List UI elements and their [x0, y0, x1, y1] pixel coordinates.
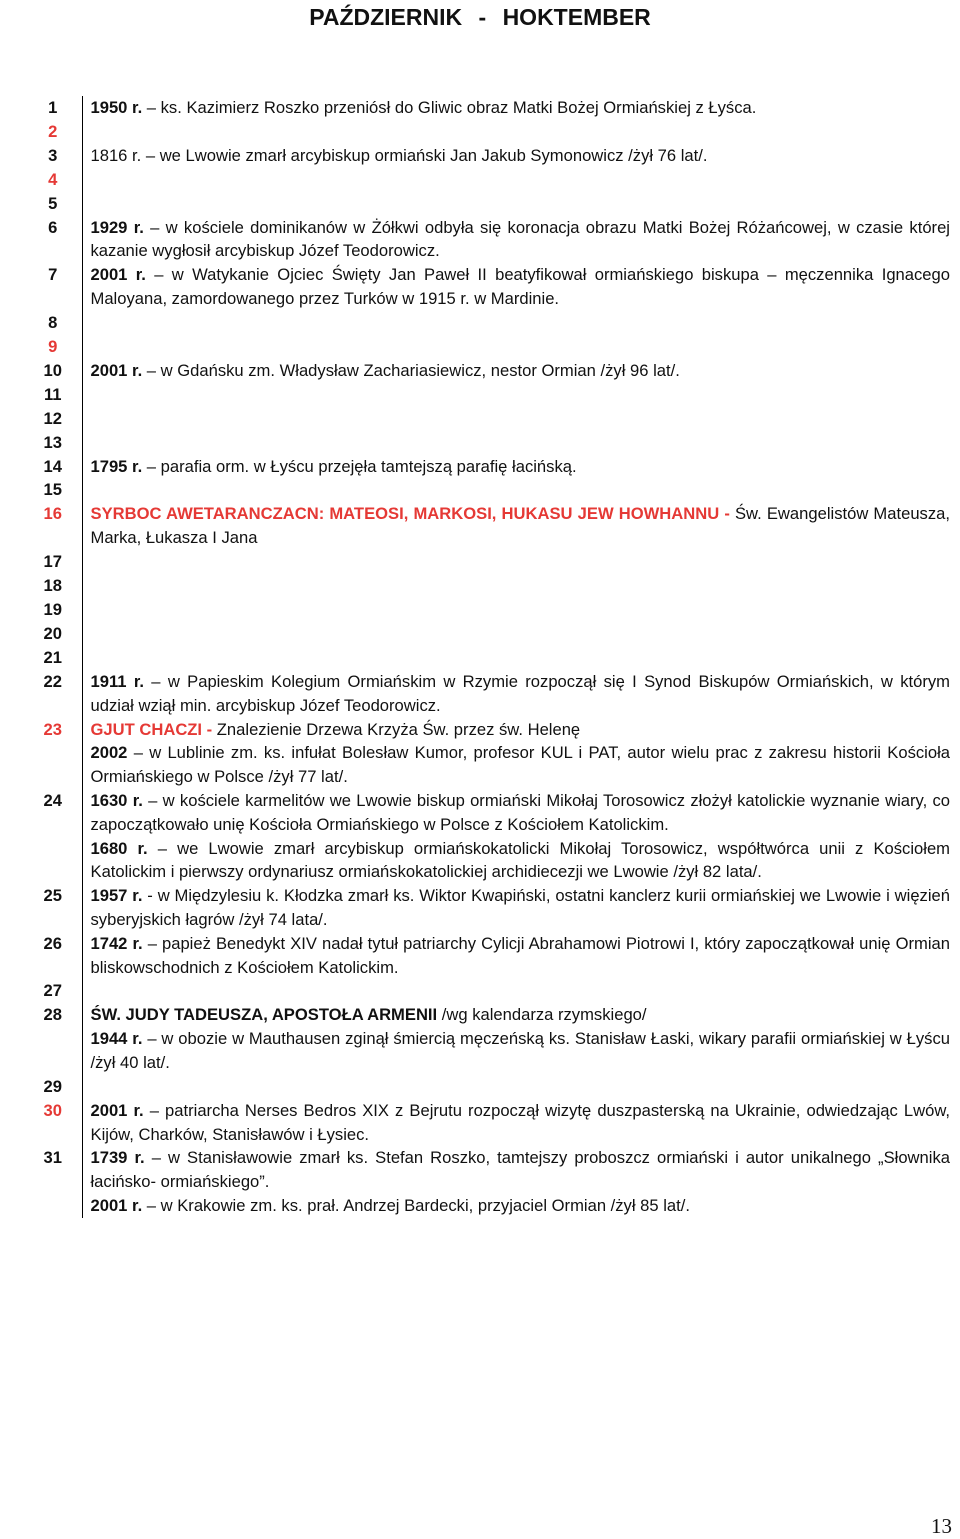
- day-number: 1: [24, 96, 82, 120]
- day-number: 22: [24, 670, 82, 718]
- day-row-14: [24, 455, 950, 479]
- day-number: 8: [24, 311, 82, 335]
- feast-dash: -: [202, 719, 217, 739]
- day-entry: [82, 431, 950, 455]
- entry-year: 1816 r.: [90, 145, 142, 165]
- day-row-15: [24, 478, 950, 502]
- entry-text: – patriarcha Nerses Bedros XIX z Bejrutu rozpoczął wizytę duszpasterską na Ukrainie, odwiedzając Lwów, Kijów, Charków, Stanisławów i Łysiec.: [90, 1100, 950, 1144]
- feast-armenian-name: SYRBOC AWETARANCZACN: MATEOSI, MARKOSI, HUKASU JEW HOWHANNU: [90, 504, 720, 524]
- day-entry: [82, 359, 950, 383]
- day-entry: [82, 670, 950, 718]
- day-entry: [82, 96, 950, 120]
- day-entry: [82, 263, 950, 311]
- feast-name: ŚW. JUDY TADEUSZA, APOSTOŁA ARMENII: [90, 1005, 438, 1025]
- entry-year: 1911 r.: [90, 671, 144, 691]
- day-number: 29: [24, 1075, 82, 1099]
- day-entry: [82, 1003, 950, 1074]
- day-row-18: [24, 574, 950, 598]
- day-row-1: [24, 96, 950, 120]
- day-number: 17: [24, 550, 82, 574]
- entry-text: – w Lublinie zm. ks. infułat Bolesław Kumor, profesor KUL i PAT, autor wielu prac z zakresu historii Kościoła Ormiańskiego w Polsce /żył 77 lat/.: [90, 743, 950, 787]
- day-number: 9: [24, 335, 82, 359]
- day-number: 19: [24, 598, 82, 622]
- day-number: 23: [24, 718, 82, 789]
- entry-text: – w Gdańsku zm. Władysław Zachariasiewicz, nestor Ormian /żył 96 lat/.: [142, 360, 680, 380]
- page-number: 13: [931, 1514, 952, 1538]
- entry-year: 1680 r.: [90, 838, 148, 858]
- day-row-24: [24, 789, 950, 884]
- day-entry: [82, 932, 950, 980]
- day-entry: [82, 383, 950, 407]
- day-row-27: [24, 979, 950, 1003]
- entry-year: 1795 r.: [90, 456, 143, 476]
- day-row-7: [24, 263, 950, 311]
- day-row-3: [24, 144, 950, 168]
- day-number: 28: [24, 1003, 82, 1074]
- day-row-26: [24, 932, 950, 980]
- entry-year: 1929 r.: [90, 217, 144, 237]
- day-row-4: [24, 168, 950, 192]
- entry-text: – w Stanisławowie zmarł ks. Stefan Roszko, tamtejszy proboszcz ormiański i autor unikalnego „Słownika łacińsko- ormiańskiego”.: [90, 1148, 950, 1192]
- day-number: 15: [24, 478, 82, 502]
- entry-year: 2001 r.: [90, 1195, 143, 1215]
- day-number: 25: [24, 884, 82, 932]
- day-number: 3: [24, 144, 82, 168]
- day-entry: [82, 120, 950, 144]
- calendar-table: [24, 96, 950, 1218]
- day-row-8: [24, 311, 950, 335]
- entry-text: – papież Benedykt XIV nadał tytuł patriarchy Cylicji Abrahamowi Piotrowi I, który zapoczątkował unię Ormian bliskowschodnich z Kościołem Katolickim.: [90, 933, 950, 977]
- day-row-25: [24, 884, 950, 932]
- day-entry: [82, 789, 950, 884]
- day-entry: [82, 884, 950, 932]
- entry-text: – ks. Kazimierz Roszko przeniósł do Gliwic obraz Matki Bożej Ormiańskiej z Łyśca.: [142, 98, 757, 117]
- day-row-5: [24, 192, 950, 216]
- day-entry: [82, 478, 950, 502]
- day-entry: [82, 455, 950, 479]
- entry-text: – w kościele karmelitów we Lwowie biskup ormiański Mikołaj Torosowicz złożył katolickie wyznanie wiary, co zapoczątkowało unię Kościoła Ormiańskiego w Polsce z Kościołem Katolickim.: [90, 790, 950, 834]
- day-number: 7: [24, 263, 82, 311]
- entry-year: 1950 r.: [90, 98, 143, 117]
- feast-dash: -: [719, 504, 735, 524]
- day-number: 14: [24, 455, 82, 479]
- day-row-22: [24, 670, 950, 718]
- day-entry: [82, 335, 950, 359]
- entry-year: 1739 r.: [90, 1148, 145, 1168]
- day-number: 12: [24, 407, 82, 431]
- day-entry: [82, 979, 950, 1003]
- day-entry: [82, 144, 950, 168]
- day-number: 21: [24, 646, 82, 670]
- day-entry: [82, 192, 950, 216]
- entry-text: – we Lwowie zmarł arcybiskup ormiański Jan Jakub Symonowicz /żył 76 lat/.: [141, 145, 708, 165]
- day-number: 30: [24, 1099, 82, 1147]
- day-number: 26: [24, 932, 82, 980]
- day-row-28: [24, 1003, 950, 1074]
- day-entry: [82, 598, 950, 622]
- day-row-6: [24, 216, 950, 264]
- day-row-29: [24, 1075, 950, 1099]
- entry-year: 1630 r.: [90, 790, 143, 810]
- entry-text: – w kościele dominikanów w Żółkwi odbyła się koronacja obrazu Matki Bożej Różańcowej, w czasie której kazanie wygłosił arcybiskup Józef Teodorowicz.: [90, 217, 950, 261]
- entry-year: 1742 r.: [90, 933, 143, 953]
- feast-note: /wg kalendarza rzymskiego/: [437, 1005, 647, 1025]
- day-row-19: [24, 598, 950, 622]
- day-row-17: [24, 550, 950, 574]
- day-number: 20: [24, 622, 82, 646]
- day-number: 16: [24, 502, 82, 550]
- day-entry: [82, 718, 950, 789]
- day-row-12: [24, 407, 950, 431]
- day-number: 10: [24, 359, 82, 383]
- entry-text: - w Międzylesiu k. Kłodzka zmarł ks. Wiktor Kwapiński, ostatni kanclerz kurii ormiańskiej we Lwowie i więzień syberyjskich łagrów /żył 74 lata/.: [90, 886, 950, 929]
- feast-polish-name: Znalezienie Drzewa Krzyża Św. przez św. Helenę: [216, 719, 581, 739]
- title-separator: -: [478, 4, 487, 30]
- entry-text: – w obozie w Mauthausen zginął śmiercią męczeńską ks. Stanisław Łaski, wikary parafii ormiańskiej w Łyścu /żył 40 lat/.: [90, 1029, 950, 1072]
- day-entry: [82, 216, 950, 264]
- day-entry: [82, 550, 950, 574]
- day-entry: [82, 168, 950, 192]
- page-title: [0, 4, 960, 31]
- feast-polish-name: Św. Ewangelistów Mateusza, Marka, Łukasza I Jana: [90, 504, 950, 548]
- day-number: 18: [24, 574, 82, 598]
- day-number: 4: [24, 168, 82, 192]
- entry-text: – w Krakowie zm. ks. prał. Andrzej Bardecki, przyjaciel Ormian /żył 85 lat/.: [142, 1195, 690, 1215]
- day-entry: [82, 574, 950, 598]
- entry-year: 1944 r.: [90, 1029, 143, 1049]
- day-row-30: [24, 1099, 950, 1147]
- entry-text: – parafia orm. w Łyścu przejęła tamtejszą parafię łacińską.: [142, 456, 577, 476]
- day-entry: [82, 1075, 950, 1099]
- day-entry: [82, 646, 950, 670]
- day-row-21: [24, 646, 950, 670]
- day-entry: [82, 622, 950, 646]
- day-number: 5: [24, 192, 82, 216]
- entry-year: 2001 r.: [90, 360, 143, 380]
- entry-year: 1957 r.: [90, 886, 143, 906]
- day-row-13: [24, 431, 950, 455]
- day-number: 31: [24, 1146, 82, 1217]
- day-row-2: [24, 120, 950, 144]
- day-row-23: [24, 718, 950, 789]
- day-number: 24: [24, 789, 82, 884]
- entry-text: – we Lwowie zmarł arcybiskup ormiańskokatolicki Mikołaj Torosowicz, współtwórca unii z Kościołem Katolickim i pierwszy ordynariusz ormiańskokatolickiej archidiecezji we Lwowie /żył 82 lata/.: [90, 838, 950, 882]
- entry-year: 2001 r.: [90, 1100, 144, 1120]
- day-number: 2: [24, 120, 82, 144]
- day-entry: [82, 407, 950, 431]
- day-row-9: [24, 335, 950, 359]
- day-number: 11: [24, 383, 82, 407]
- entry-text: – w Watykanie Ojciec Święty Jan Paweł II beatyfikował ormiańskiego biskupa – męczennika Ignacego Maloyana, zamordowanego przez Turków w 1915 r. w Mardinie.: [90, 265, 950, 308]
- day-entry: [82, 502, 950, 550]
- day-number: 13: [24, 431, 82, 455]
- title-polish: PAŹDZIERNIK: [309, 4, 463, 30]
- day-row-10: [24, 359, 950, 383]
- day-row-31: [24, 1146, 950, 1217]
- day-entry: [82, 1099, 950, 1147]
- day-row-11: [24, 383, 950, 407]
- day-row-16: [24, 502, 950, 550]
- feast-armenian-name: GJUT CHACZI: [90, 719, 203, 739]
- entry-year: 2002: [90, 743, 128, 763]
- day-number: 27: [24, 979, 82, 1003]
- day-number: 6: [24, 216, 82, 264]
- day-entry: [82, 311, 950, 335]
- entry-year: 2001 r.: [90, 265, 146, 285]
- entry-text: – w Papieskim Kolegium Ormiańskim w Rzymie rozpoczął się I Synod Biskupów Ormiańskich, w którym udział wziął min. arcybiskup Józef Teodorowicz.: [90, 671, 950, 715]
- day-row-20: [24, 622, 950, 646]
- day-entry: [82, 1146, 950, 1217]
- title-armenian: HOKTEMBER: [502, 4, 651, 30]
